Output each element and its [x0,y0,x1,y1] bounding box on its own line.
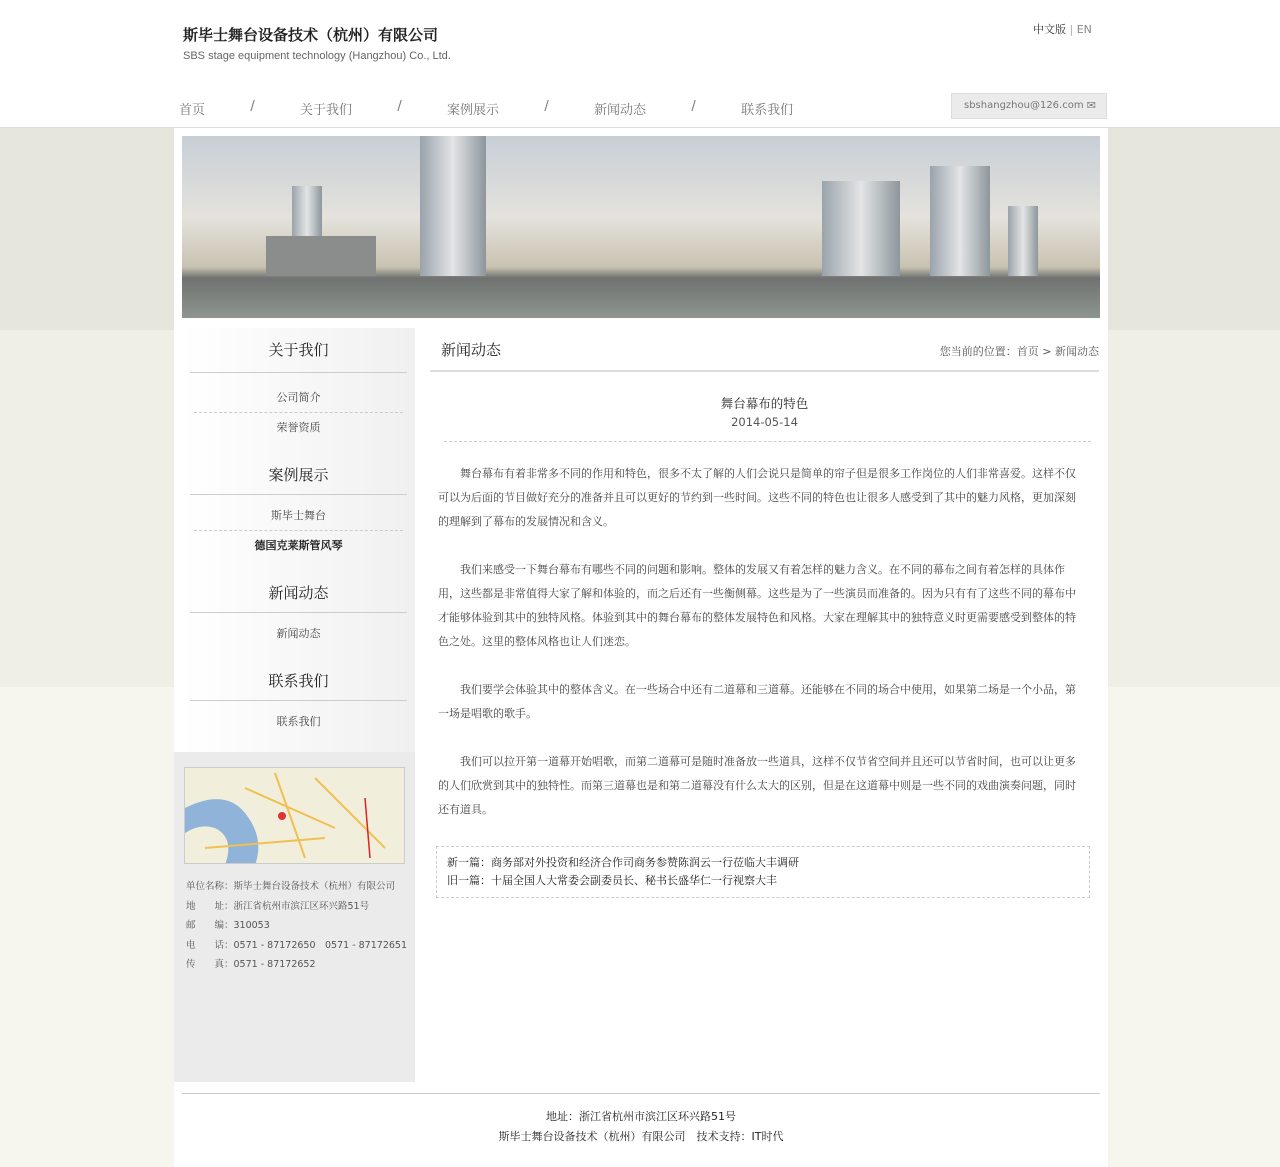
contact-info [186,877,407,975]
sidebar-heading: 案例展示 [190,455,407,495]
article-paragraph: 我们来感受一下舞台幕布有哪些不同的问题和影响。整体的发展又有着怎样的魅力含义。在不同的幕布之间有着怎样的具体作用，这些都是非常值得大家了解和体验的，而之后还有一些衡侧幕。这些是为了一些演员而准备的。因为只有有了这些不同的幕布中才能够体验到其中的独特风格。体验到其中的舞台幕布的整体发展特色和风格。大家在理解其中的独特意义时更需要感受到整体的特色之处。这里的整体风格也让人们迷恋。 [438,563,1076,648]
postcode-line: 邮 编：310053 [186,920,270,931]
map-graphic [185,768,405,864]
nav-news[interactable]: 新闻动态 [594,103,647,118]
prev-article-link[interactable]: 旧一篇：十届全国人大常委会副委员长、秘书长盛华仁一行视察大丰 [447,874,777,887]
nav-cases[interactable]: 案例展示 [447,103,500,118]
article-paragraph: 我们可以拉开第一道幕开始唱歌，而第二道幕可是随时准备放一些道具，这样不仅节省空间并且还可以节省时间，也可以让更多的人们欣赏到其中的独特性。而第三道幕也是和第二道幕没有什么太大的区别，但是在这道幕中则是一些不同的戏曲演奏问题，同时还有道具。 [438,755,1076,816]
sidebar-item-contact[interactable]: 联系我们 [276,715,321,728]
footer [182,1093,1100,1147]
company-name-en: SBS stage equipment technology (Hangzhou) Co., Ltd. [183,50,451,62]
tower [420,136,486,276]
nav-separator: / [250,99,255,114]
article-body [430,442,1099,822]
nav-separator: / [691,99,696,114]
nav-contact[interactable]: 联系我们 [741,103,794,118]
breadcrumb[interactable]: 您当前的位置：首页 > 新闻动态 [939,345,1099,358]
sidebar-heading: 新闻动态 [190,573,407,613]
building [930,166,990,276]
main-nav [179,99,793,118]
building [266,236,376,276]
email-address: sbshangzhou@126.com [964,100,1084,111]
building [1008,206,1038,276]
sidebar-item-company-intro[interactable]: 公司简介 [194,383,403,413]
sidebar-item-honors[interactable]: 荣誉资质 [276,421,321,434]
article-navigation [436,846,1090,898]
footer-copyright: 斯毕士舞台设备技术（杭州）有限公司 技术支持：IT时代 [498,1130,784,1143]
address-line: 地 址：浙江省杭州市滨江区环兴路51号 [186,900,370,912]
company-name-line: 单位名称：斯毕士舞台设备技术（杭州）有限公司 [186,881,396,892]
site-header [0,0,1280,128]
building [822,181,900,276]
sidebar-item-news[interactable]: 新闻动态 [276,627,321,640]
language-switch [1033,21,1092,37]
lang-english-link[interactable]: EN [1076,23,1092,36]
article-date: 2014-05-14 [731,415,798,429]
page-container [174,128,1108,1167]
footer-address: 地址：浙江省杭州市滨江区环兴路51号 [546,1110,736,1123]
sidebar-item-sbs-stage[interactable]: 斯毕士舞台 [194,501,403,531]
lang-chinese-link[interactable]: 中文版 [1033,23,1066,36]
sidebar [182,328,415,752]
company-name: 斯毕士舞台设备技术（杭州）有限公司 [183,26,439,44]
sidebar-heading: 联系我们 [190,661,407,701]
location-map[interactable] [184,767,405,864]
nav-separator: / [544,99,549,114]
fax-line: 传 真：0571 - 87172652 [186,959,316,970]
next-article-link[interactable]: 新一篇：商务部对外投资和经济合作司商务参赞陈润云一行莅临大丰调研 [447,856,799,869]
phone-line: 电 话：0571 - 87172650 0571 - 87172651 [186,939,407,951]
chat-icon: ✉ [1086,99,1096,112]
nav-about[interactable]: 关于我们 [300,103,353,118]
article-title: 舞台幕布的特色 [720,396,809,411]
contact-panel [174,752,415,1082]
sidebar-item-organ[interactable]: 德国克莱斯管风琴 [254,539,343,552]
sidebar-heading: 关于我们 [190,328,407,373]
nav-separator: / [397,99,402,114]
article-paragraph: 我们要学会体验其中的整体含义。在一些场合中还有二道幕和三道幕。还能够在不同的场合中使用，如果第二场是一个小品，第一场是唱歌的歌手。 [438,683,1076,720]
lang-separator: | [1069,23,1074,36]
article-paragraph: 舞台幕布有着非常多不同的作用和特色，很多不太了解的人们会说只是简单的帘子但是很多工作岗位的人们非常喜爱。这样不仅可以为后面的节目做好充分的准备并且可以更好的节约到一些时间。这些不同的特色也让很多人感受到了其中的魅力风格，更加深刻的理解到了幕布的发展情况和含义。 [438,467,1076,528]
main-content [430,328,1099,898]
section-title: 新闻动态 [441,341,502,359]
banner-image [182,136,1100,318]
content-header [430,328,1099,372]
nav-home[interactable]: 首页 [179,103,206,118]
email-link[interactable] [951,93,1107,119]
